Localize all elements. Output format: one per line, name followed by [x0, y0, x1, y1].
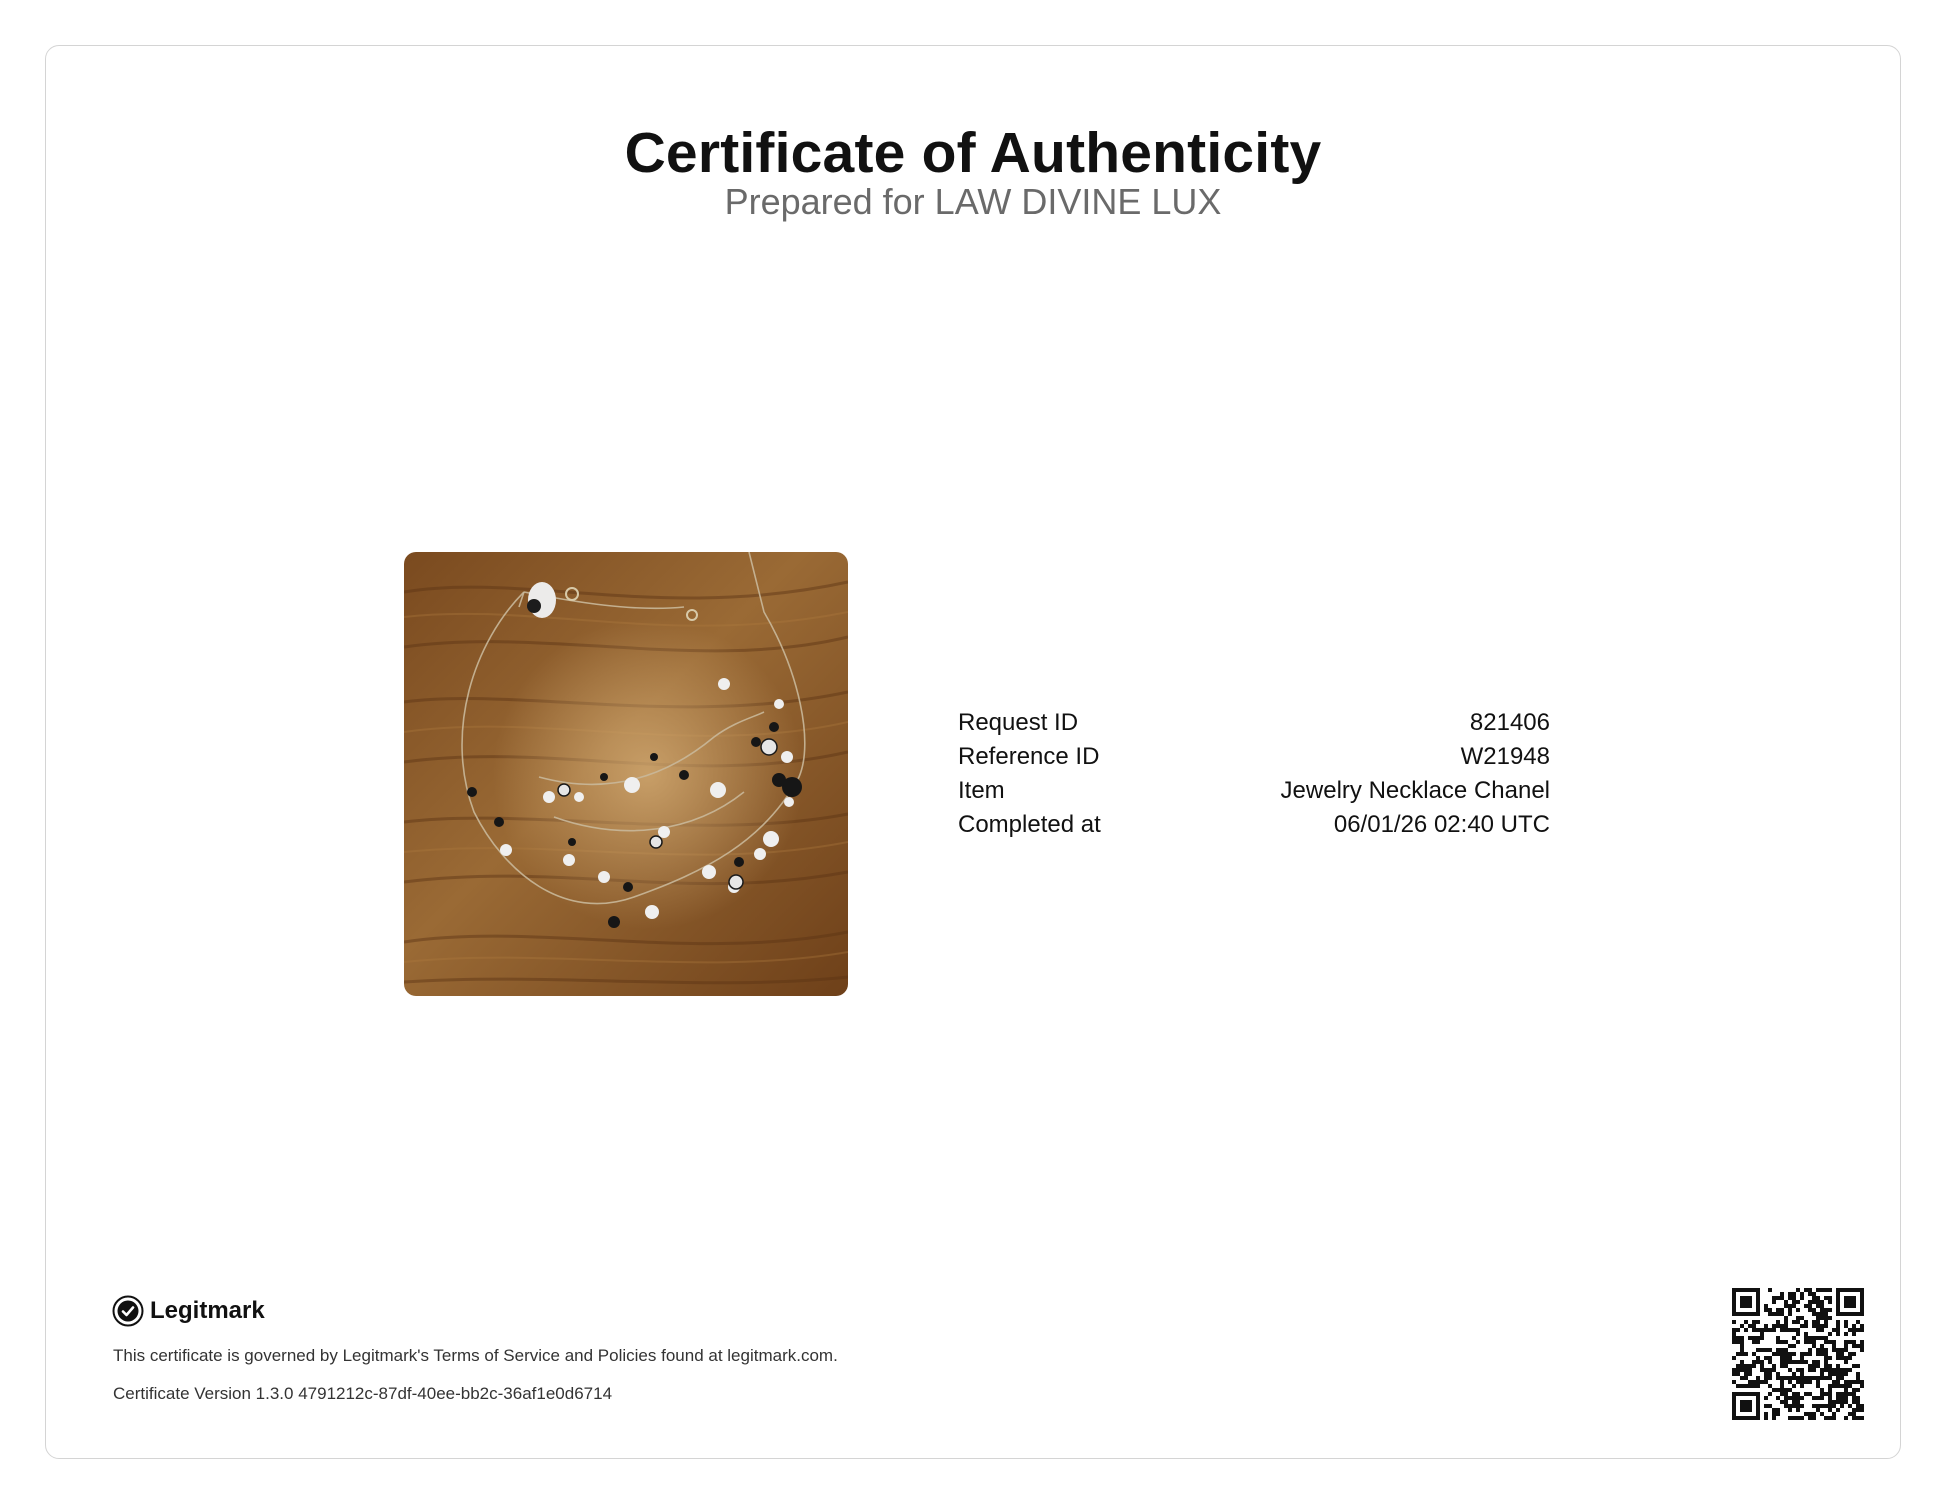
detail-label: Reference ID [958, 743, 1100, 770]
verified-check-icon [112, 1295, 144, 1327]
certificate-version: Certificate Version 1.3.0 4791212c-87df-40ee-bb2c-36af1e0d6714 [113, 1384, 613, 1403]
certificate-subtitle: Prepared for LAW DIVINE LUX [724, 181, 1222, 222]
detail-label: Item [958, 777, 1005, 804]
certificate-card [45, 45, 1901, 1459]
brand-name: Legitmark [150, 1297, 265, 1324]
terms-text: This certificate is governed by Legitmark's Terms of Service and Policies found at legitmark.com. [113, 1346, 838, 1365]
detail-row-item [958, 774, 1550, 808]
detail-label: Request ID [958, 709, 1079, 736]
certificate-title: Certificate of Authenticity [624, 121, 1322, 185]
detail-row-reference-id [958, 740, 1550, 774]
detail-row-request-id [958, 706, 1550, 740]
detail-value: Jewelry Necklace Chanel [1280, 777, 1550, 804]
detail-value: 06/01/26 02:40 UTC [1333, 811, 1550, 838]
legitmark-logo [112, 1294, 265, 1328]
item-photo [404, 552, 848, 996]
detail-value: W21948 [1460, 743, 1550, 770]
detail-label: Completed at [958, 811, 1101, 838]
qr-code-icon [1732, 1288, 1864, 1420]
detail-value: 821406 [1469, 709, 1550, 736]
certificate-details [958, 706, 1550, 842]
detail-row-completed-at [958, 808, 1550, 842]
